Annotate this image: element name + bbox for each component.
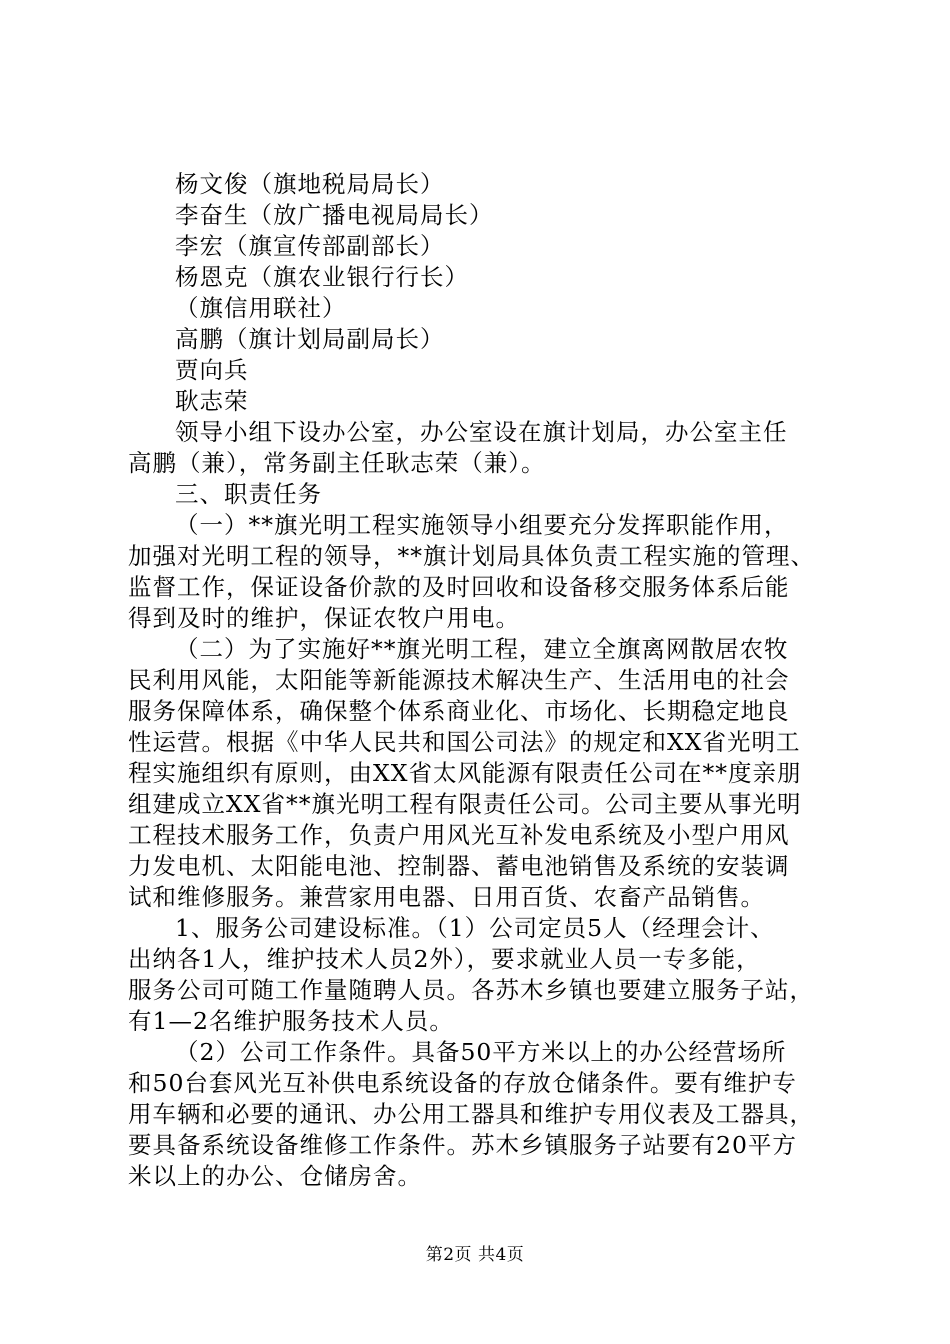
text-line: 李奋生（放广播电视局局长） [175,201,494,229]
paragraph-line: 1、服务公司建设标准。（1）公司定员5人（经理会计、 [175,914,775,942]
paragraph-line: 有1—2名维护服务技术人员。 [128,1007,454,1035]
paragraph-line: （一）**旗光明工程实施领导小组要充分发挥职能作用， [175,511,789,539]
paragraph-line: 性运营。根据《中华人民共和国公司法》的规定和XX省光明工 [128,728,801,756]
paragraph-line: 服务保障体系，确保整个体系商业化、市场化、长期稳定地良 [128,697,790,725]
paragraph-line: 加强对光明工程的领导，**旗计划局具体负责工程实施的管理、 [128,542,815,570]
paragraph-line: 领导小组下设办公室，办公室设在旗计划局，办公室主任 [175,418,788,446]
paragraph-line: 要具备系统设备维修工作条件。苏木乡镇服务子站要有20平方 [128,1131,797,1159]
paragraph-line: 出纳各1人，维护技术人员2外），要求就业人员一专多能， [128,945,761,973]
text-line: 贾向兵 [175,356,249,384]
paragraph-line: 民利用风能，太阳能等新能源技术解决生产、生活用电的社会 [128,666,790,694]
paragraph-line: 程实施组织有原则，由XX省太风能源有限责任公司在**度亲朋 [128,759,802,787]
paragraph-line: 监督工作，保证设备价款的及时回收和设备移交服务体系后能 [128,573,790,601]
text-line: （旗信用联社） [175,294,347,322]
paragraph-line: 组建成立XX省**旗光明工程有限责任公司。公司主要从事光明 [128,790,802,818]
page-number-footer: 第2页 共4页 [425,1245,525,1265]
text-line: 耿志荣 [175,387,249,415]
text-line: 李宏（旗宣传部副部长） [175,232,445,260]
paragraph-line: 工程技术服务工作，负责户用风光互补发电系统及小型户用风 [128,821,790,849]
text-line: 高鹏（旗计划局副局长） [175,325,445,353]
paragraph-line: 和50台套风光互补供电系统设备的存放仓储条件。要有维护专 [128,1069,797,1097]
section-heading: 三、职责任务 [175,480,322,508]
paragraph-line: 试和维修服务。兼营家用电器、日用百货、农畜产品销售。 [128,883,765,911]
paragraph-line: 服务公司可随工作量随聘人员。各苏木乡镇也要建立服务子站， [128,976,814,1004]
paragraph-line: （2）公司工作条件。具备50平方米以上的办公经营场所 [175,1038,787,1066]
document-body [128,169,828,1192]
paragraph-line: 米以上的办公、仓储房舍。 [128,1162,422,1190]
paragraph-line: 力发电机、太阳能电池、控制器、蓄电池销售及系统的安装调 [128,852,790,880]
paragraph-line: 高鹏（兼），常务副主任耿志荣（兼）。 [128,449,546,477]
text-line: 杨文俊（旗地税局局长） [175,170,445,198]
text-line: 杨恩克（旗农业银行行长） [175,263,469,291]
paragraph-line: 用车辆和必要的通讯、办公用工器具和维护专用仪表及工器具， [128,1100,814,1128]
paragraph-line: （二）为了实施好**旗光明工程，建立全旗离网散居农牧 [175,635,789,663]
paragraph-line: 得到及时的维护，保证农牧户用电。 [128,604,520,632]
